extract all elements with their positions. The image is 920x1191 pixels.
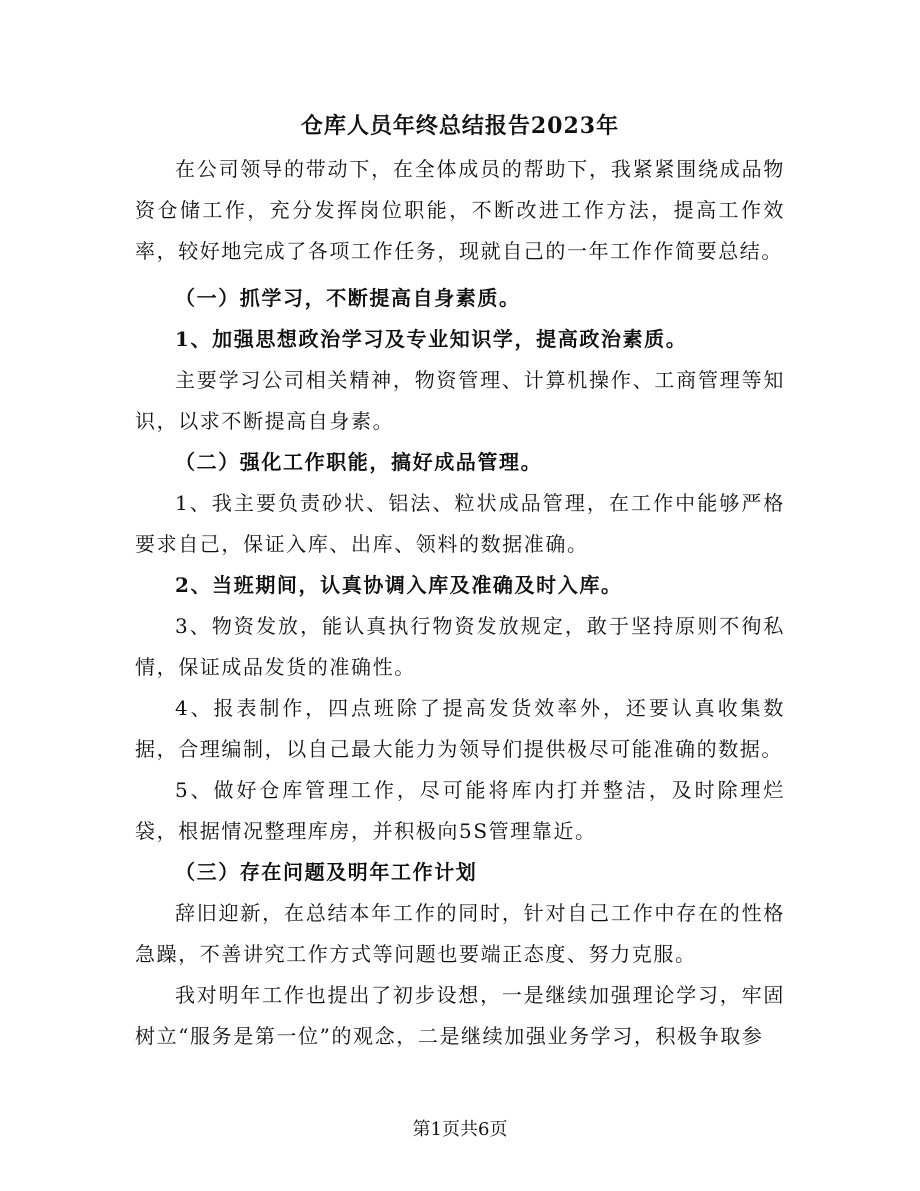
paragraph-plan: 我对明年工作也提出了初步设想，一是继续加强理论学习，牢固树立“服务是第一位”的观念，二是继续加强业务学习，积极争取参: [135, 983, 785, 1048]
section-heading-3: （三）存在问题及明年工作计划: [175, 860, 478, 884]
paragraph-item-1: 1、我主要负责砂状、铝法、粒状成品管理，在工作中能够严格要求自己，保证入库、出库、领料的数据准确。: [135, 491, 785, 556]
paragraph-item-2: 2、当班期间，认真协调入库及准确及时入库。: [175, 573, 623, 597]
paragraph-item-3: 3、物资发放，能认真执行物资发放规定，敢于坚持原则不徇私情，保证成品发货的准确性。: [135, 614, 785, 679]
intro-paragraph: 在公司领导的带动下，在全体成员的帮助下，我紧紧围绕成品物资仓储工作，充分发挥岗位职能，不断改进工作方法，提高工作效率，较好地完成了各项工作任务，现就自己的一年工作作简要总结。: [135, 157, 785, 263]
page-number: 第1页共6页: [412, 1119, 508, 1140]
paragraph-item-5: 5、做好仓库管理工作，尽可能将库内打并整洁，及时除理烂袋，根据情况整理库房，并积极向5S管理靠近。: [135, 778, 785, 843]
paragraph-problems: 辞旧迎新，在总结本年工作的同时，针对自己工作中存在的性格急躁，不善讲究工作方式等问题也要端正态度、努力克服。: [135, 901, 785, 966]
paragraph-study: 主要学习公司相关精神，物资管理、计算机操作、工商管理等知识，以求不断提高自身素。: [135, 368, 785, 433]
paragraph-item-4: 4、报表制作，四点班除了提高发货效率外，还要认真收集数据，合理编制，以自己最大能力为领导们提供极尽可能准确的数据。: [135, 696, 785, 761]
subheading-1: 1、加强思想政治学习及专业知识学，提高政治素质。: [175, 327, 688, 351]
section-heading-1: （一）抓学习，不断提高自身素质。: [175, 286, 521, 310]
document-body: [135, 149, 785, 1057]
document-title: 仓库人员年终总结报告2023年: [300, 113, 620, 139]
section-heading-2: （二）强化工作职能，搞好成品管理。: [175, 450, 543, 474]
